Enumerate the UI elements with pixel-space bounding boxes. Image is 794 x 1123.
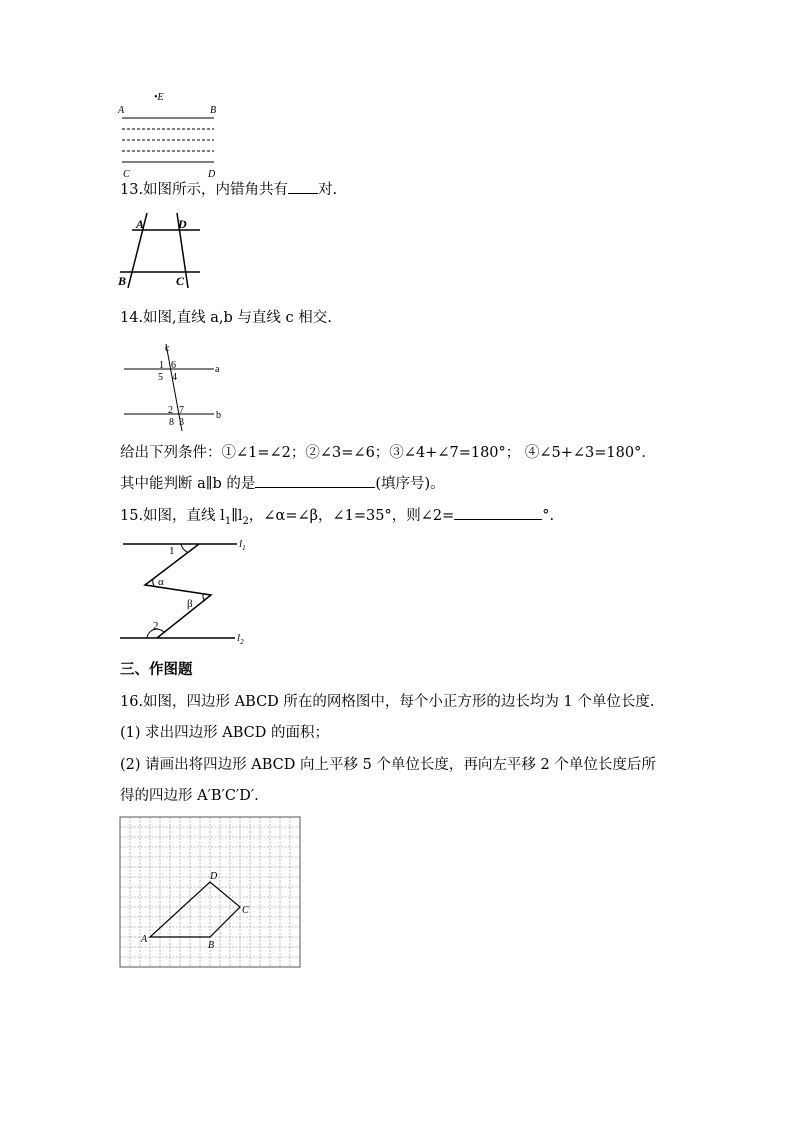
q13-text-after: 对. xyxy=(318,182,338,198)
q14-ask-after: (填序号)。 xyxy=(375,476,445,492)
label-c: C xyxy=(242,905,249,916)
label-e: •E xyxy=(154,92,164,103)
label-b: B xyxy=(210,105,217,116)
q16-part2-cont xyxy=(120,786,259,806)
q16-part1 xyxy=(120,723,329,743)
q16-part1-text: (1) 求出四边形 ABCD 的面积； xyxy=(120,725,329,741)
angle-6: 6 xyxy=(171,360,176,371)
q15-text-after: °. xyxy=(542,508,555,524)
angle-1-arc xyxy=(181,544,187,552)
q13-text: 13.如图所示，内错角共有 xyxy=(120,182,289,198)
label-l2 xyxy=(237,632,244,646)
figure-16 xyxy=(118,815,304,970)
label-l2-sub: 2 xyxy=(240,638,244,646)
label-l2-l: l xyxy=(237,632,241,644)
q13-blank[interactable] xyxy=(288,179,318,194)
q14-ask xyxy=(120,473,445,494)
label-c: c xyxy=(165,343,170,354)
label-c: C xyxy=(123,169,130,180)
question-16 xyxy=(120,692,654,712)
q16-part2 xyxy=(120,755,656,775)
angle-5: 5 xyxy=(158,372,163,383)
label-l1-l: l xyxy=(239,538,243,550)
question-15 xyxy=(120,505,554,532)
figure-15 xyxy=(115,535,260,647)
section-3-title xyxy=(120,660,193,680)
q15-mid1: ∥l xyxy=(231,508,243,524)
label-b: B xyxy=(208,940,215,951)
label-b: b xyxy=(216,410,221,421)
question-13 xyxy=(120,179,337,200)
figure-13 xyxy=(112,208,207,293)
label-d: D xyxy=(178,217,187,231)
question-14 xyxy=(120,308,332,328)
q16-text: 16.如图，四边形 ABCD 所在的网格图中，每个小正方形的边长均为 1 个单位长度. xyxy=(120,694,655,710)
angle-8: 8 xyxy=(169,417,174,428)
q15-text-mid: ，∠α=∠β，∠1=35°，则∠2= xyxy=(248,508,455,524)
label-l1 xyxy=(239,538,246,552)
angle-1: 1 xyxy=(159,360,164,371)
label-d: D xyxy=(208,169,216,180)
q16-part2-line1: (2) 请画出将四边形 ABCD 向上平移 5 个单位长度，再向左平移 2 个单位长度后所 xyxy=(120,757,656,773)
angle-2: 2 xyxy=(168,405,173,416)
q14-blank[interactable] xyxy=(255,473,375,488)
q14-conditions-text: 给出下列条件：①∠1=∠2；②∠3=∠6；③∠4+∠7=180°； ④∠5+∠3=180°． xyxy=(120,445,656,461)
q15-text-before: 15.如图，直线 l xyxy=(120,508,225,524)
label-a: A xyxy=(136,217,145,231)
q14-text: 14.如图,直线 a,b 与直线 c 相交. xyxy=(120,310,332,326)
q15-blank[interactable] xyxy=(454,505,542,520)
q15-sub2: 2 xyxy=(242,515,249,527)
label-a: A xyxy=(141,934,148,945)
angle-1: 1 xyxy=(169,545,175,557)
angle-beta: β xyxy=(187,598,193,610)
figure-14 xyxy=(118,338,233,433)
angle-7: 7 xyxy=(179,405,184,416)
q16-part2-line2: 得的四边形 A′B′C′D′. xyxy=(120,788,259,804)
q14-ask-text: 其中能判断 a∥b 的是 xyxy=(120,476,256,492)
q15-sub1: 1 xyxy=(224,515,232,527)
section-3-title-text: 三、作图题 xyxy=(120,662,193,678)
angle-2: 2 xyxy=(153,620,159,632)
label-d: D xyxy=(210,871,218,882)
figure-12 xyxy=(110,88,230,180)
angle-3: 3 xyxy=(179,417,184,428)
angle-beta-arc xyxy=(203,594,205,601)
q14-conditions xyxy=(120,443,656,463)
angle-alpha: α xyxy=(158,576,164,588)
label-c: C xyxy=(176,274,185,288)
angle-4: 4 xyxy=(172,372,177,383)
quadrilateral-abcd xyxy=(150,882,240,937)
label-a: a xyxy=(215,364,220,375)
label-l1-sub: 1 xyxy=(242,544,246,552)
label-b: B xyxy=(118,274,127,288)
label-a: A xyxy=(118,105,125,116)
